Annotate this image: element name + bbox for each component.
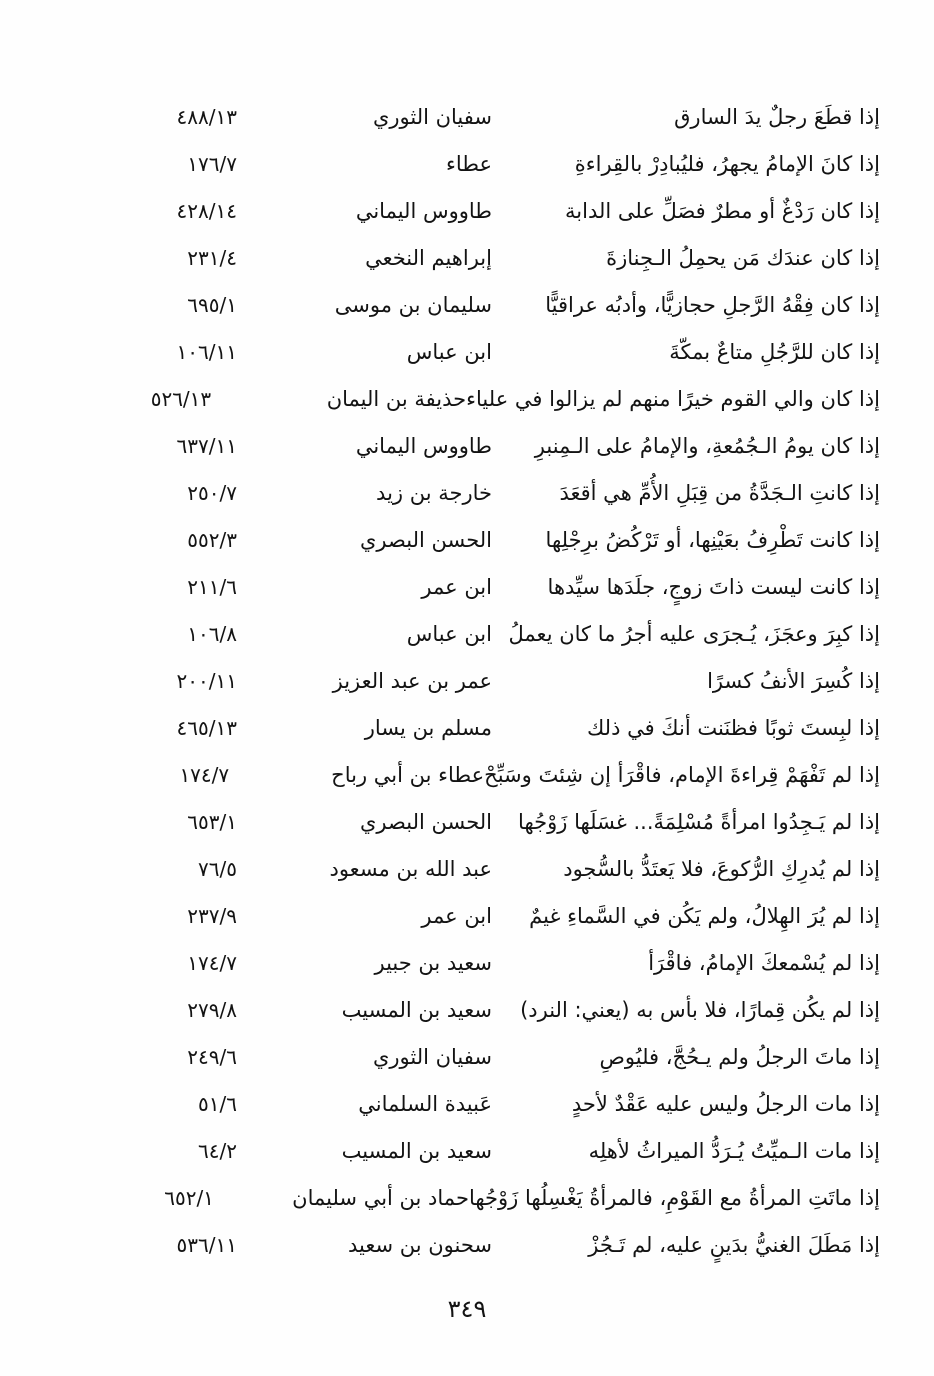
entry-narrator-name: سليمان بن موسى	[334, 293, 492, 317]
index-entry-row	[56, 235, 880, 282]
index-entry-row	[56, 1034, 880, 1081]
entry-volume-page-reference: ٤٢٨/١٤	[176, 199, 237, 223]
entry-volume-page-reference: ١٠٦/١١	[176, 340, 237, 364]
index-entry-row	[56, 893, 880, 940]
index-entry-row	[56, 940, 880, 987]
entry-narrator-name: سفيان الثوري	[372, 1045, 492, 1069]
entry-narrator-name: عَبيدة السلماني	[358, 1092, 492, 1116]
entry-volume-page-reference: ١٧٦/٧	[187, 152, 237, 176]
entry-volume-page-reference: ٥٣٦/١١	[176, 1233, 237, 1257]
entry-narrator-name: عمر بن عبد العزيز	[332, 669, 492, 693]
entry-saying-text: إذا كانت تَطْرِفُ بعَيْنِها، أو تَرْكُضُ برِجْلِها	[545, 528, 880, 552]
index-entry-row	[56, 611, 880, 658]
entry-volume-page-reference: ٦٥٣/١	[187, 810, 237, 834]
entry-saying-text: إذا لم يُسْمعكَ الإمامُ، فاقْرَأ	[648, 951, 880, 975]
index-entry-row	[56, 94, 880, 141]
index-entry-row	[56, 329, 880, 376]
entry-volume-page-reference: ١٧٤/٧	[187, 951, 237, 975]
entry-narrator-name: مسلم بن يسار	[364, 716, 492, 740]
entry-narrator-name: ابن عباس	[406, 340, 492, 364]
index-entry-row	[56, 564, 880, 611]
entry-saying-text: إذا كانت ليست ذاتَ زوجٍ، جلَدَها سيِّدها	[547, 575, 880, 599]
entry-saying-text: إذا لم يُدرِكِ الرُّكوعَ، فلا يَعتَدُّ بالسُّجود	[563, 857, 880, 881]
entry-narrator-name: حذيفة بن اليمان	[326, 387, 467, 411]
entry-saying-text: إذا لم يَـجِدُوا امرأةً مُسْلِمَةً... غسَلَها زَوْجُها	[518, 810, 880, 834]
entry-narrator-name: طاووس اليماني	[355, 434, 492, 458]
entry-volume-page-reference: ٦٣٧/١١	[176, 434, 237, 458]
entry-saying-text: إذا ماتَ الرجلُ ولم يـحُجَّ، فليُوصِ	[599, 1045, 880, 1069]
index-entry-row	[56, 470, 880, 517]
entry-saying-text: إذا لبِستَ ثوبًا فظنَنت أنكَ في ذلك	[586, 716, 880, 740]
entry-volume-page-reference: ٧٦/٥	[198, 857, 237, 881]
entry-narrator-name: ابن عباس	[406, 622, 492, 646]
entry-narrator-name: الحسن البصري	[360, 810, 492, 834]
entry-narrator-name: خارجة بن زيد	[376, 481, 492, 505]
entry-volume-page-reference: ٥٢٦/١٣	[150, 387, 212, 411]
entry-saying-text: إذا كان يومُ الـجُمُعةِ، والإمامُ على الـمِنبرِ	[534, 434, 880, 458]
entry-volume-page-reference: ٦٥٢/١	[164, 1186, 214, 1210]
entry-volume-page-reference: ٤٨٨/١٣	[176, 105, 237, 129]
entry-volume-page-reference: ٢٧٩/٨	[187, 998, 237, 1022]
entry-saying-text: إذا كان والي القوم خيرًا منهم لم يزالوا في علياء	[466, 387, 880, 411]
entry-narrator-name: حماد بن أبي سليمان	[292, 1186, 469, 1210]
entry-saying-text: إذا لم يُرَ الهِلالُ، ولم يَكُن في السَّماءِ غيمٌ	[529, 904, 880, 928]
entry-narrator-name: الحسن البصري	[360, 528, 492, 552]
entry-narrator-name: طاووس اليماني	[355, 199, 492, 223]
entry-volume-page-reference: ٥١/٦	[198, 1092, 237, 1116]
entry-volume-page-reference: ٢٠٠/١١	[176, 669, 237, 693]
entry-volume-page-reference: ٦٤/٢	[198, 1139, 237, 1163]
entry-saying-text: إذا كانَ الإمامُ يجهرُ، فليُبادِرْ بالقِراءةِ	[574, 152, 880, 176]
entry-saying-text: إذا ماتَتِ المرأةُ مع القَوْمِ، فالمرأةُ يَغْسِلُها زَوْجُها	[468, 1186, 880, 1210]
entry-volume-page-reference: ٥٥٢/٣	[187, 528, 237, 552]
index-entry-row	[56, 846, 880, 893]
entry-saying-text: إذا مات الرجلُ وليس عليه عَقْدٌ لأحدٍ	[571, 1092, 880, 1116]
entry-volume-page-reference: ٤٦٥/١٣	[176, 716, 237, 740]
entry-narrator-name: سحنون بن سعيد	[347, 1233, 492, 1257]
entry-saying-text: إذا مات الـميِّتُ يُـرَدُّ الميراثُ لأهلِه	[588, 1139, 880, 1163]
entry-saying-text: إذا كان للرَّجُلِ متاعٌ بمكّةَ	[669, 340, 880, 364]
entry-narrator-name: سعيد بن المسيب	[341, 1139, 492, 1163]
index-entry-row	[56, 282, 880, 329]
index-entry-row	[56, 141, 880, 188]
index-entry-row	[56, 376, 880, 423]
entry-narrator-name: عطاء	[445, 152, 492, 176]
index-entry-row	[56, 658, 880, 705]
index-entry-row	[56, 1128, 880, 1175]
index-entry-row	[56, 799, 880, 846]
entry-volume-page-reference: ١٠٦/٨	[187, 622, 237, 646]
entry-narrator-name: سعيد بن جبير	[374, 951, 492, 975]
entry-narrator-name: سعيد بن المسيب	[341, 998, 492, 1022]
entry-volume-page-reference: ٢٣١/٤	[187, 246, 237, 270]
index-entry-row	[56, 1222, 880, 1269]
entry-saying-text: إذا لم تَفْهَمْ قِراءةَ الإمام، فاقْرَأ إن شِئتَ وسَبِّحْ	[484, 763, 880, 787]
entry-saying-text: إذا لم يكُن قِمارًا، فلا بأس به (يعني: النرد)	[520, 998, 880, 1022]
entry-volume-page-reference: ٦٩٥/١	[187, 293, 237, 317]
entry-narrator-name: سفيان الثوري	[372, 105, 492, 129]
index-entry-row	[56, 987, 880, 1034]
entry-volume-page-reference: ٢٥٠/٧	[187, 481, 237, 505]
entry-saying-text: إذا كُسِرَ الأنفُ كسرًا	[707, 669, 880, 693]
index-entry-row	[56, 1081, 880, 1128]
entry-narrator-name: عطاء بن أبي رباح	[331, 763, 485, 787]
entry-saying-text: إذا كان عندَك مَن يحمِلُ الـجِنازةَ	[606, 246, 880, 270]
index-entry-row	[56, 423, 880, 470]
index-entry-row	[56, 1175, 880, 1222]
entry-saying-text: إذا كانتِ الـجَدَّةُ من قِبَلِ الأُمِّ هي أقعَدَ	[559, 481, 880, 505]
index-entry-row	[56, 188, 880, 235]
entry-volume-page-reference: ٢١١/٦	[187, 575, 237, 599]
entry-narrator-name: عبد الله بن مسعود	[329, 857, 492, 881]
page-number: ٣٤٩	[447, 1295, 487, 1323]
entry-narrator-name: ابن عمر	[421, 904, 492, 928]
entry-narrator-name: ابن عمر	[421, 575, 492, 599]
entry-volume-page-reference: ١٧٤/٧	[179, 763, 230, 787]
entry-saying-text: إذا كان فِقْهُ الرَّجلِ حجازيًّا، وأدبُه عراقيًّا	[545, 293, 880, 317]
entry-saying-text: إذا مَطَلَ الغنيُّ بدَينٍ عليه، لم تَـجُزْ	[588, 1233, 880, 1257]
entry-narrator-name: إبراهيم النخعي	[365, 246, 492, 270]
entry-volume-page-reference: ٢٤٩/٦	[187, 1045, 237, 1069]
index-entry-row	[56, 752, 880, 799]
entry-saying-text: إذا كان رَدْغٌ أو مطرٌ فصَلِّ على الدابة	[565, 199, 880, 223]
index-entry-row	[56, 705, 880, 752]
entry-saying-text: إذا قطَعَ رجلٌ يدَ السارق	[674, 105, 880, 129]
index-entry-row	[56, 517, 880, 564]
entry-saying-text: إذا كبِرَ وعجَزَ، يُـجرَى عليه أجرُ ما كان يعملُ	[508, 622, 880, 646]
entry-volume-page-reference: ٢٣٧/٩	[187, 904, 237, 928]
